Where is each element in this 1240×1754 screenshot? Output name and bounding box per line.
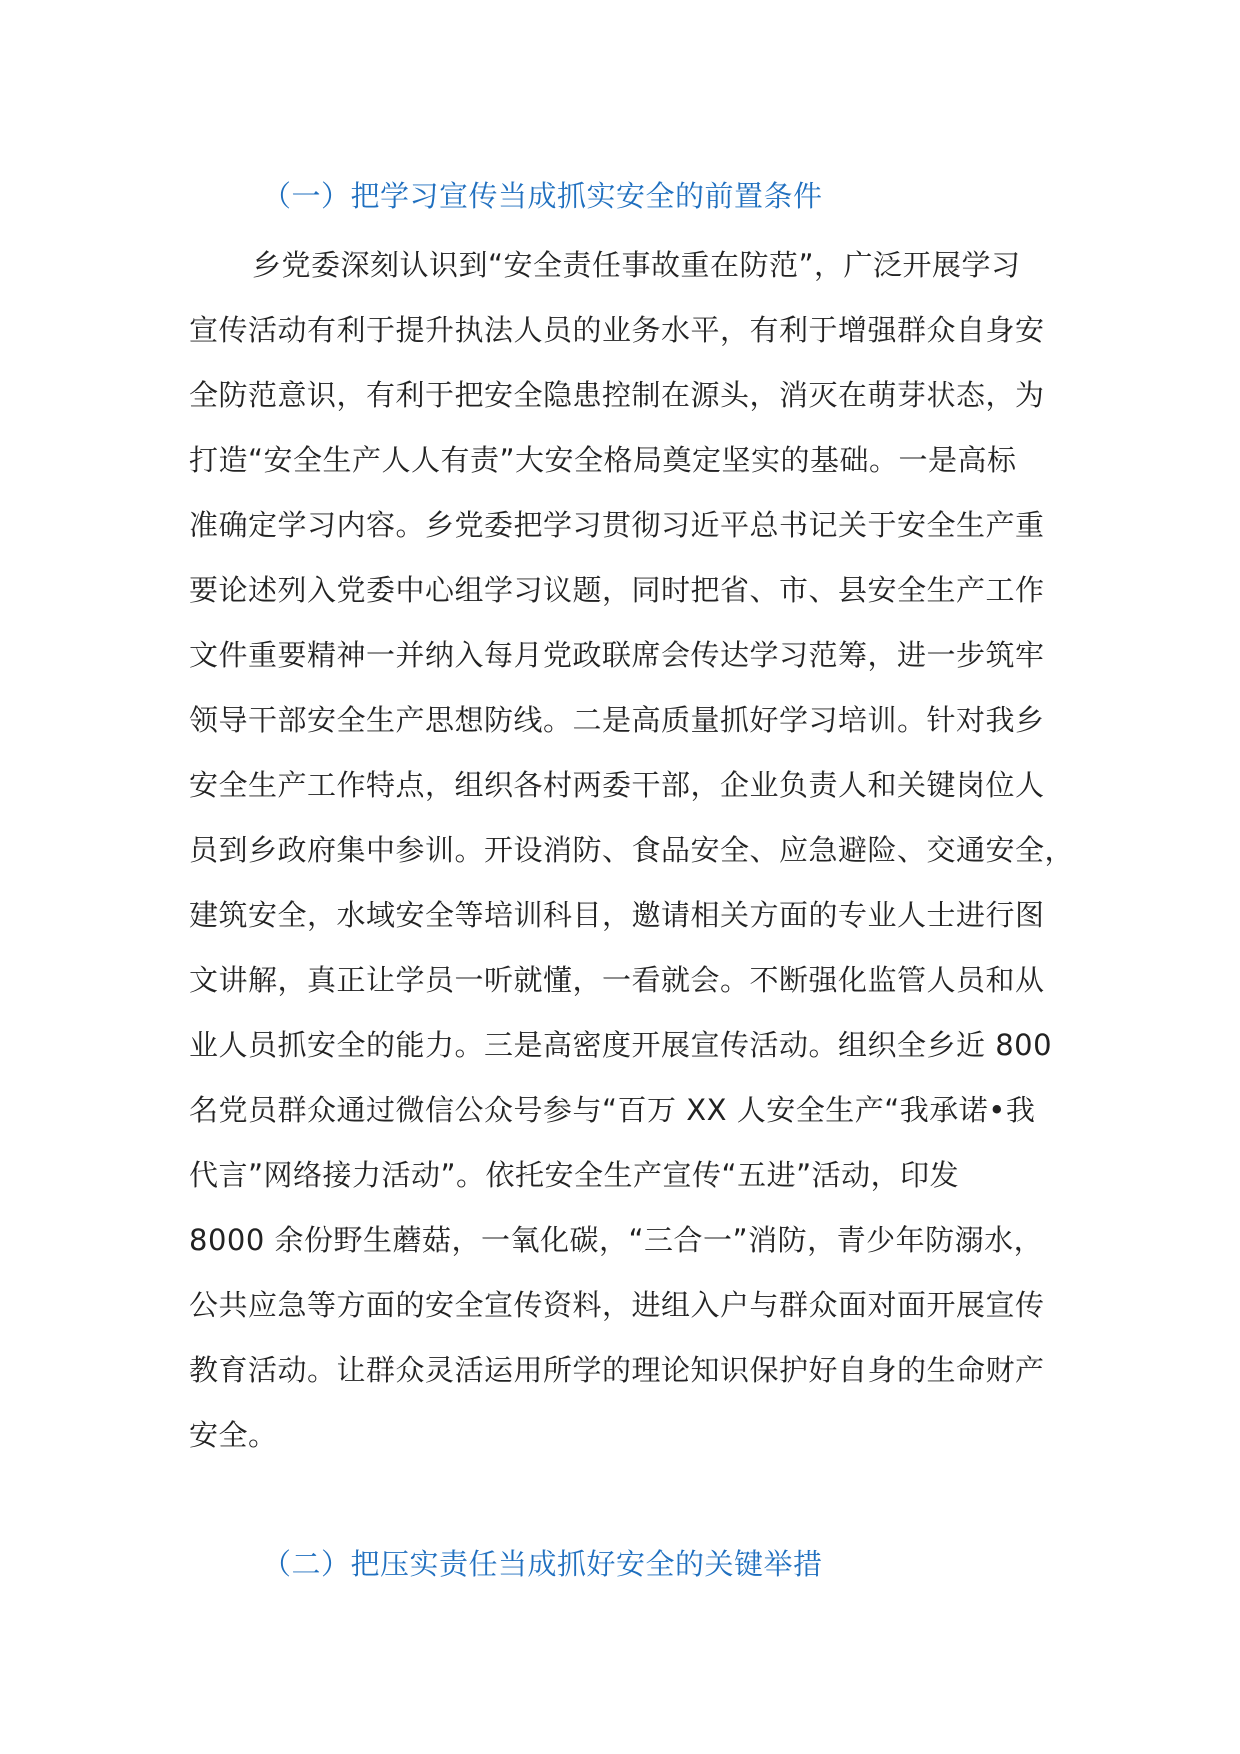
paragraph-line: 安全。 — [189, 1418, 278, 1452]
paragraph-line: 员到乡政府集中参训。开设消防、食品安全、应急避险、交通安全， — [189, 833, 1075, 867]
paragraph-line: 教育活动。让群众灵活运用所学的理论知识保护好自身的生命财产 — [189, 1353, 1045, 1387]
paragraph-line: 全防范意识，有利于把安全隐患控制在源头，消灭在萌芽状态，为 — [189, 378, 1045, 412]
paragraph-line: 打造“安全生产人人有责”大安全格局奠定坚实的基础。一是高标 — [189, 443, 1017, 477]
paragraph-line: 公共应急等方面的安全宣传资料，进组入户与群众面对面开展宣传 — [189, 1288, 1045, 1322]
section-heading-1: （一）把学习宣传当成抓实安全的前置条件 — [262, 179, 823, 213]
paragraph-line: 乡党委深刻认识到“安全责任事故重在防范”，广泛开展学习 — [252, 248, 1021, 282]
paragraph-line: 文讲解，真正让学员一听就懂，一看就会。不断强化监管人员和从 — [189, 963, 1045, 997]
paragraph-line: 领导干部安全生产思想防线。二是高质量抓好学习培训。针对我乡 — [189, 703, 1045, 737]
paragraph-line: 名党员群众通过微信公众号参与“百万 XX 人安全生产“我承诺•我 — [189, 1093, 1036, 1127]
paragraph-line: 建筑安全，水域安全等培训科目，邀请相关方面的专业人士进行图 — [189, 898, 1045, 932]
paragraph-line: 要论述列入党委中心组学习议题，同时把省、市、县安全生产工作 — [189, 573, 1045, 607]
paragraph-line: 8000 余份野生蘑菇，一氧化碳，“三合一”消防，青少年防溺水， — [189, 1223, 1044, 1257]
paragraph-line: 代言”网络接力活动”。依托安全生产宣传“五进”活动，印发 — [189, 1158, 960, 1192]
paragraph-line: 准确定学习内容。乡党委把学习贯彻习近平总书记关于安全生产重 — [189, 508, 1045, 542]
paragraph-line: 文件重要精神一并纳入每月党政联席会传达学习范筹，进一步筑牢 — [189, 638, 1045, 672]
paragraph-line: 宣传活动有利于提升执法人员的业务水平，有利于增强群众自身安 — [189, 313, 1045, 347]
section-heading-2: （二）把压实责任当成抓好安全的关键举措 — [262, 1547, 823, 1581]
paragraph-line: 业人员抓安全的能力。三是高密度开展宣传活动。组织全乡近 800 — [189, 1028, 1053, 1062]
paragraph-line: 安全生产工作特点，组织各村两委干部，企业负责人和关键岗位人 — [189, 768, 1045, 802]
